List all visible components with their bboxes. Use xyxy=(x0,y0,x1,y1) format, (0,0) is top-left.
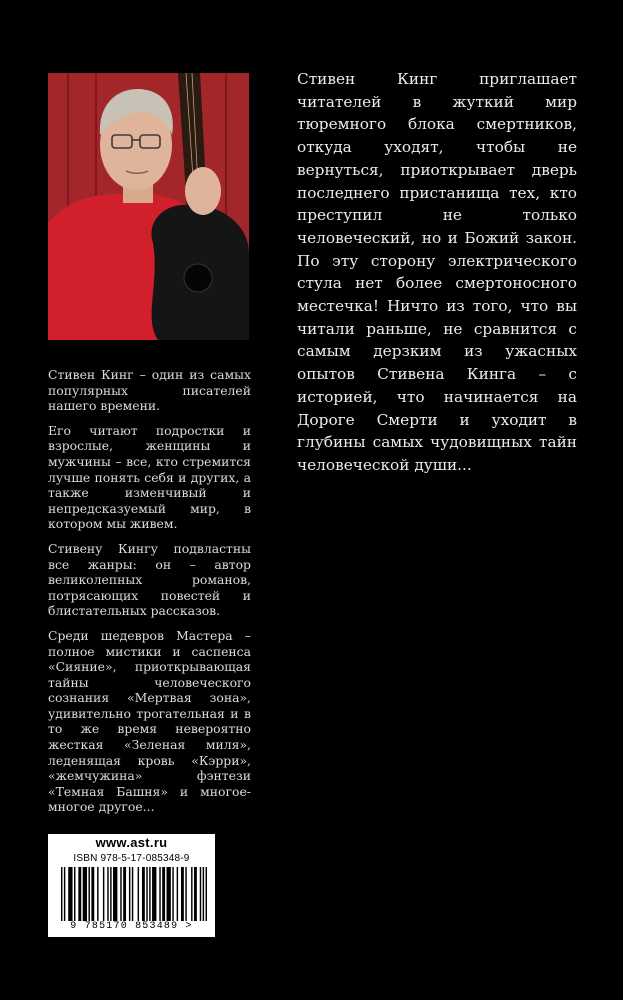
barcode-bar xyxy=(129,867,130,923)
publisher-website: www.ast.ru xyxy=(95,835,168,850)
barcode-bar xyxy=(194,867,197,923)
barcode-bar xyxy=(200,867,201,923)
barcode-bar xyxy=(123,867,126,923)
barcode-bar xyxy=(64,867,65,923)
barcode-bar xyxy=(149,867,150,923)
bio-paragraph-intro: Стивен Кинг – один из самых популярных писателей нашего времени. xyxy=(48,367,251,414)
barcode-bar xyxy=(146,867,147,923)
author-photo xyxy=(48,73,249,340)
bio-paragraph-works: Среди шедевров Мастера – полное мистики и саспенса «Сияние», приоткрывающая тайны человеческого сознания «Мертвая зона», удивительно трогательная и в то же время невероятно жесткая «Зеленая миля», леденящая кровь «Кэрри», «жемчужина» фэнтези «Темная Башня» и многое-многое другое... xyxy=(48,627,251,815)
barcode-bar xyxy=(142,867,145,923)
barcode-bar xyxy=(159,867,160,923)
barcode-bar xyxy=(191,867,192,923)
barcode-bar xyxy=(68,867,72,923)
barcode-bar xyxy=(120,867,121,923)
barcode-bar xyxy=(206,867,207,923)
book-annotation: Стивен Кинг приглашает читателей в жуткий мир тюремного блока смертников, откуда уходят, чтобы не вернуться, приоткрывает дверь последнего пристанища тех, кто преступил не только человеческий, но и Божий закон. По эту сторону электрического стула нет более смертоносного местечка! Ничто из того, что вы читали раньше, не сравнится с самым дерзким из ужасных опытов Стивена Кинга – с историей, что начинается на Дороге Смерти и уходит в глубины самых чудовищных тайн человеческой души... xyxy=(297,70,577,474)
barcode-bar xyxy=(91,867,94,923)
barcode-bar xyxy=(177,867,178,923)
barcode-digits: 9 785170 853489 > xyxy=(50,921,213,933)
barcode-bar xyxy=(152,867,156,923)
author-bio xyxy=(48,367,251,824)
barcode-bar xyxy=(78,867,81,923)
barcode-block xyxy=(48,834,215,937)
barcode-bar xyxy=(103,867,104,923)
barcode-bar xyxy=(138,867,139,923)
barcode-bar xyxy=(132,867,133,923)
barcode-bar xyxy=(162,867,165,923)
barcode-bar xyxy=(74,867,75,923)
isbn-number: ISBN 978-5-17-085348-9 xyxy=(73,853,190,864)
barcode-bar xyxy=(97,867,98,923)
barcode-bars xyxy=(61,867,207,923)
author-portrait-image xyxy=(48,73,249,340)
barcode-bar xyxy=(113,867,117,923)
barcode-bar xyxy=(88,867,89,923)
barcode-bar xyxy=(203,867,204,923)
barcode-bar xyxy=(181,867,184,923)
barcode-bar xyxy=(167,867,171,923)
barcode-bar xyxy=(107,867,108,923)
barcode-bar xyxy=(61,867,62,923)
barcode-bar xyxy=(110,867,111,923)
barcode-bar xyxy=(185,867,186,923)
bio-paragraph-readers: Его читают подростки и взрослые, женщины и мужчины – все, кто стремится лучше понять себя и других, а также изменчивый и непредсказуемый мир, в котором мы живем. xyxy=(48,422,251,532)
bio-paragraph-genres: Стивену Кингу подвластны все жанры: он – автор великолепных романов, потрясающих повестей и блистательных рассказов. xyxy=(48,540,251,619)
barcode-bar xyxy=(172,867,173,923)
barcode-bar xyxy=(83,867,87,923)
